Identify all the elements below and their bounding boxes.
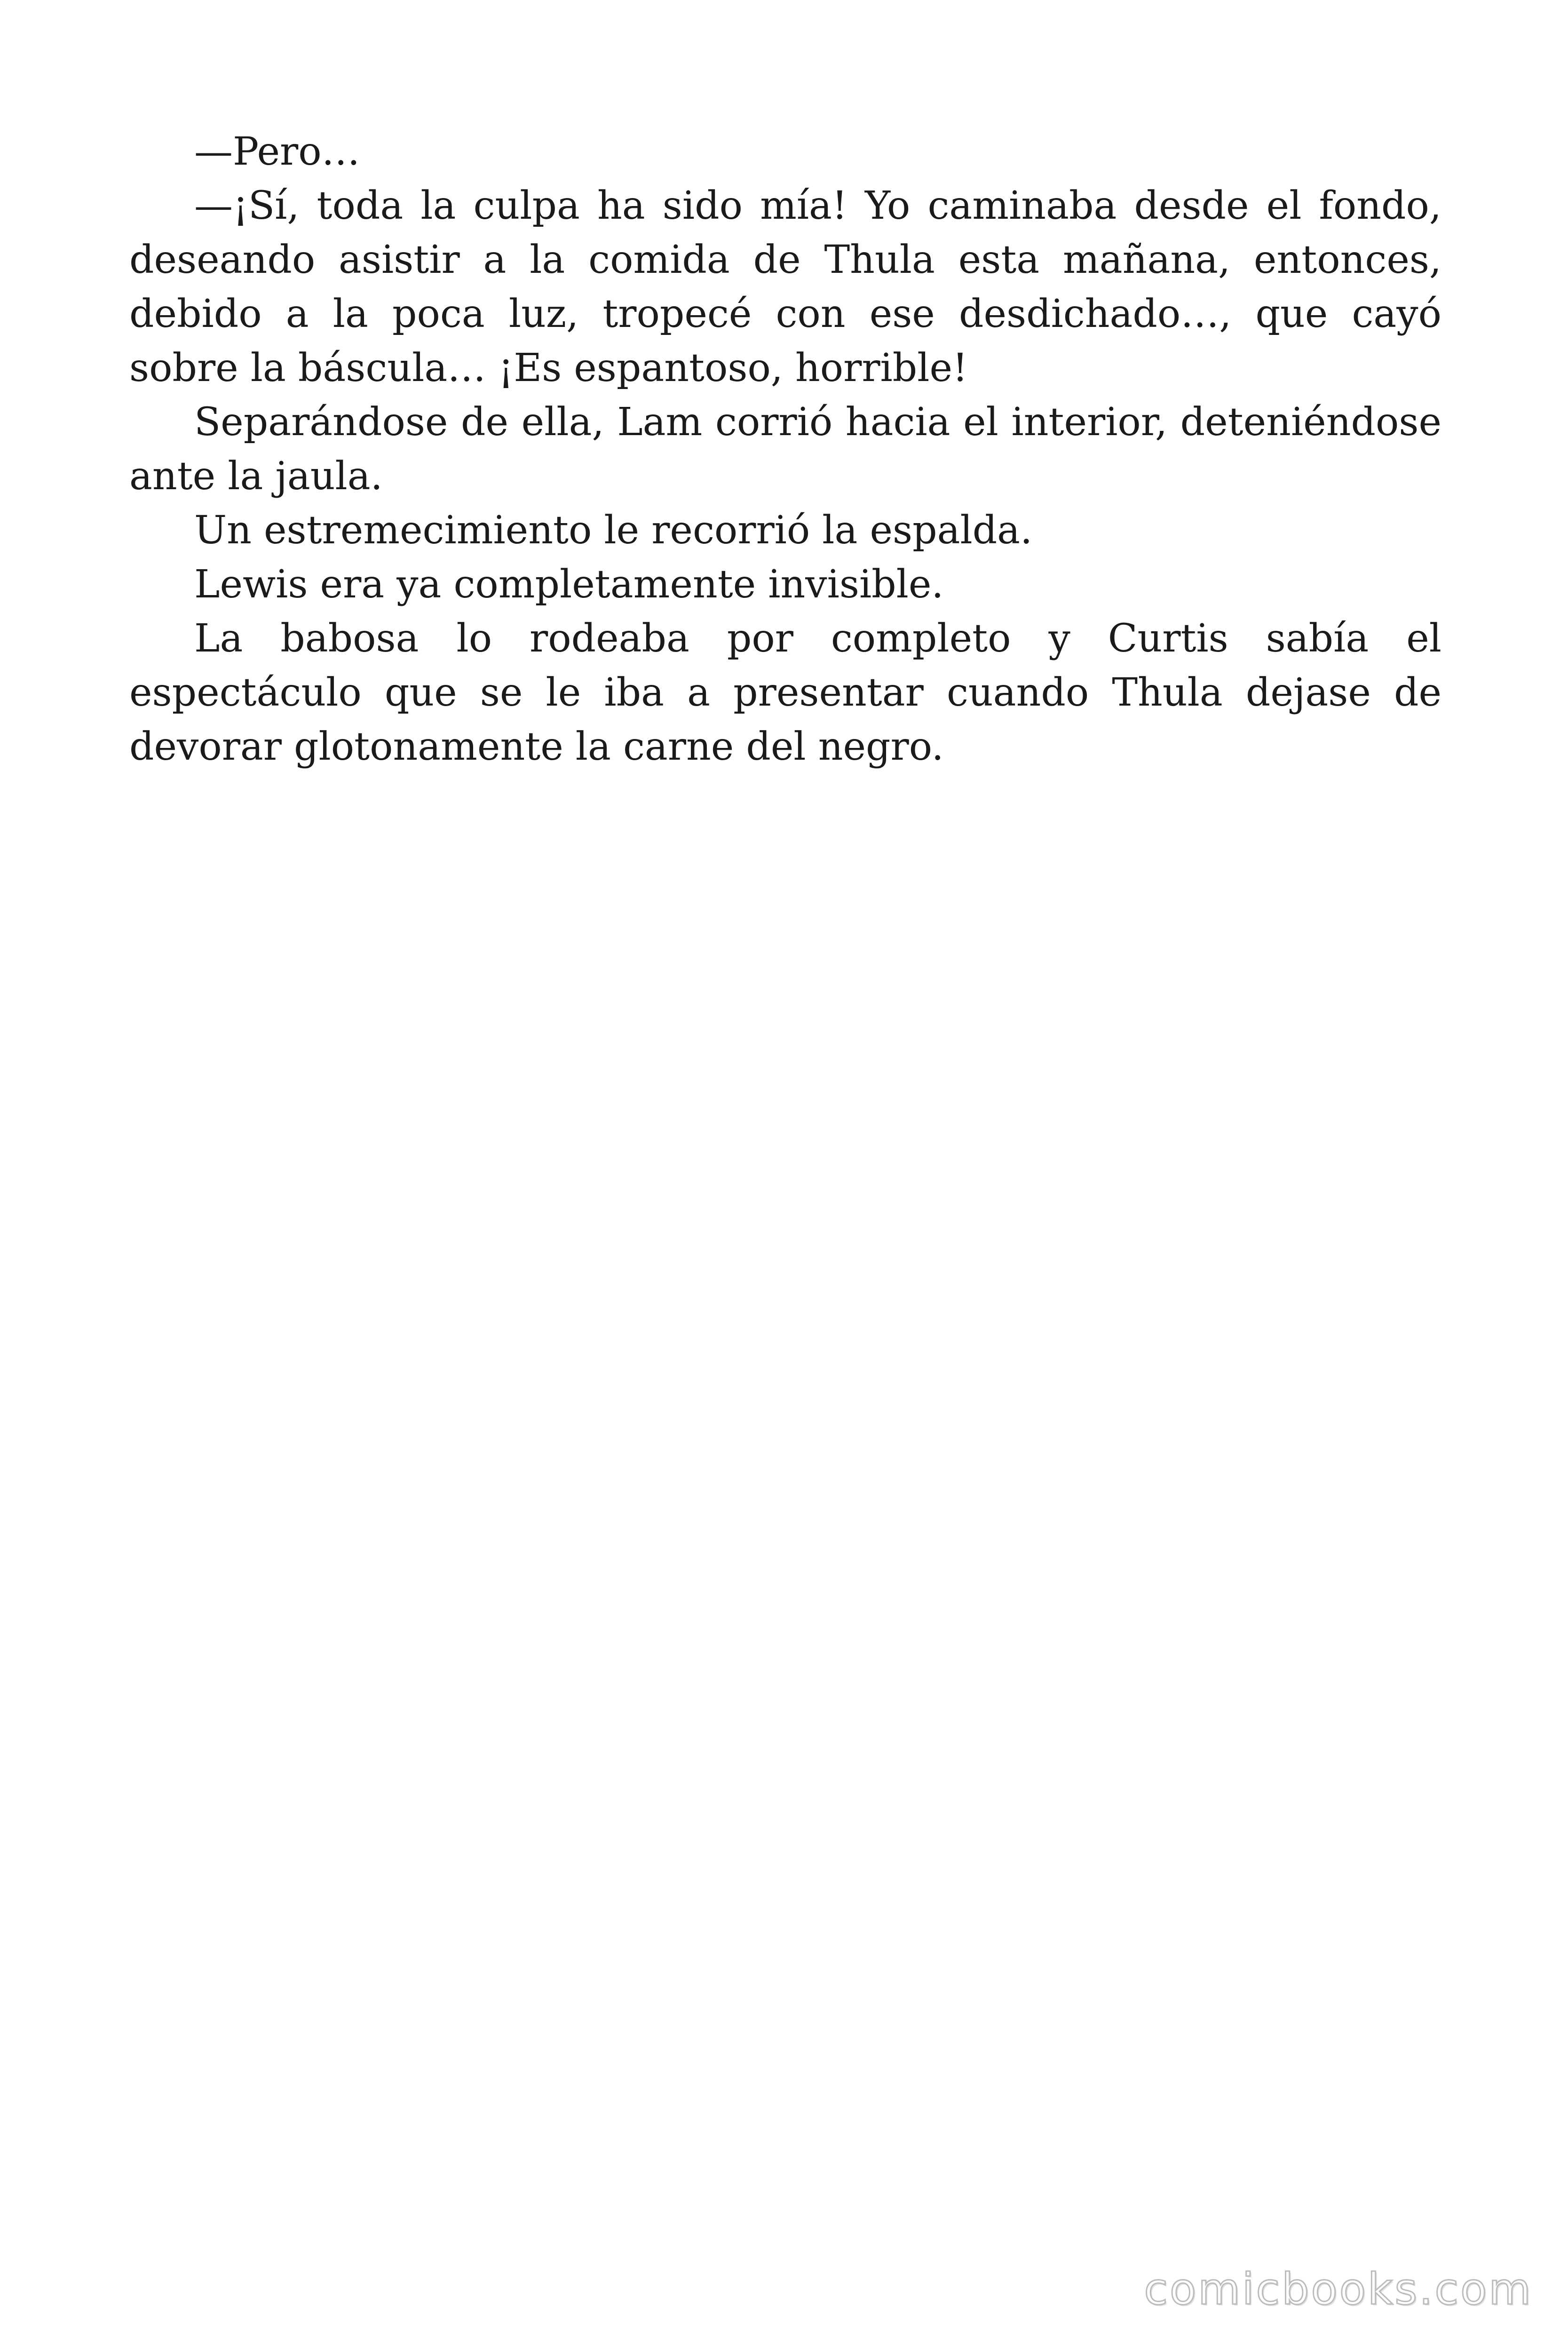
paragraph-4: Un estremecimiento le recorrió la espalda. [194, 508, 1033, 553]
paragraph-1: —Pero… [194, 129, 360, 174]
paragraph-2: —¡Sí, toda la culpa ha sido mía! Yo caminaba desde el fondo, deseando asistir a la comida de Thula esta mañana, entonces, debido a la poca luz, tropecé con ese desdichado…, que cayó sobre la báscula… ¡Es espantoso, horrible! [129, 183, 1441, 390]
paragraph-6: La babosa lo rodeaba por completo y Curtis sabía el espectáculo que se le iba a presentar cuando Thula dejase de devorar glotonamente la carne del negro. [129, 616, 1441, 769]
body-text [129, 125, 1441, 774]
paragraph-3: Separándose de ella, Lam corrió hacia el interior, deteniéndose ante la jaula. [129, 400, 1441, 499]
watermark-logo: comicbooks.com [1144, 2264, 1533, 2314]
paragraph-5: Lewis era ya completamente invisible. [194, 562, 944, 607]
